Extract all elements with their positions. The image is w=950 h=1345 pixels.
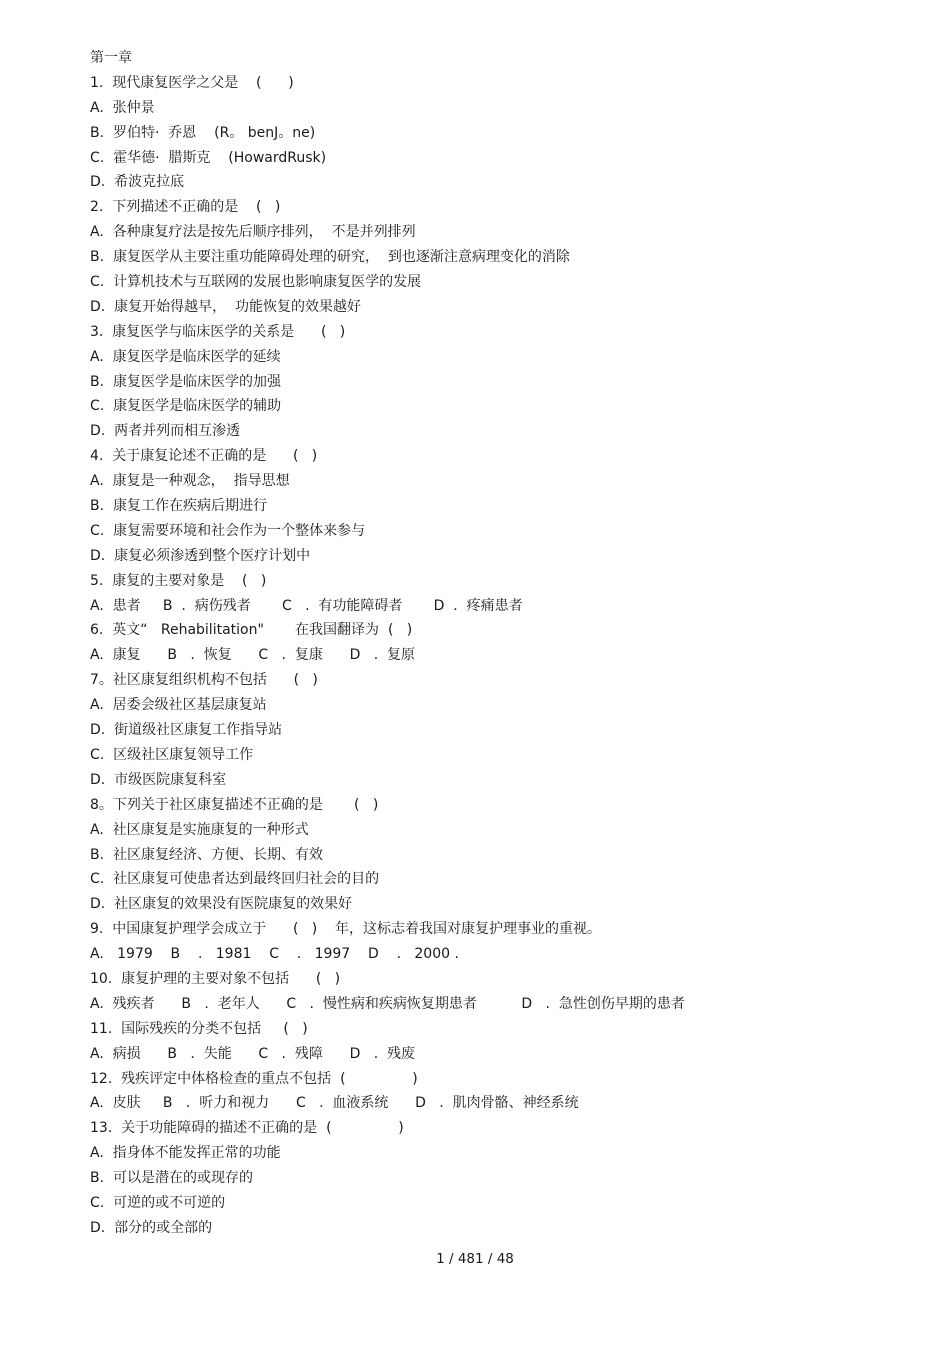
question-stem: 12. 残疾评定中体格检查的重点不包括 ( ) — [90, 1070, 418, 1087]
answer-option: D. 康复开始得越早， 功能恢复的效果越好 — [90, 298, 362, 315]
question-stem: 10. 康复护理的主要对象不包括 ( ) — [90, 970, 341, 987]
answer-option: B. 罗伯特· 乔恩 (R。 benJ。ne) — [90, 124, 316, 141]
answer-option: C. 可逆的或不可逆的 — [90, 1194, 226, 1211]
answer-option: D. 部分的或全部的 — [90, 1219, 213, 1236]
answer-option: C. 霍华德· 腊斯克 (HowardRusk) — [90, 149, 327, 166]
answer-option: A. 各种康复疗法是按先后顺序排列， 不是并列排列 — [90, 224, 416, 241]
question-stem: 11. 国际残疾的分类不包括 ( ) — [90, 1020, 308, 1037]
answer-option: D. 街道级社区康复工作指导站 — [90, 722, 283, 739]
answer-option: B. 社区康复经济、方便、长期、有效 — [90, 846, 323, 863]
answer-option: A. 指身体不能发挥正常的功能 — [90, 1145, 281, 1162]
answer-option: B. 康复工作在疾病后期进行 — [90, 498, 267, 515]
question-stem: 1. 现代康复医学之父是 ( ) — [90, 74, 294, 91]
answer-option: A. 病损 B . 失能 C . 残障 D . 残废 — [90, 1045, 416, 1062]
chapter-heading: 第一章 — [90, 50, 132, 66]
answer-option: D. 市级医院康复科室 — [90, 771, 227, 788]
question-stem: 7。社区康复组织机构不包括 ( ) — [90, 672, 318, 689]
answer-option: D. 希波克拉底 — [90, 174, 185, 191]
answer-option: A. 张仲景 — [90, 99, 155, 116]
question-stem: 4. 关于康复论述不正确的是 ( ) — [90, 448, 318, 465]
answer-option: C. 康复医学是临床医学的辅助 — [90, 398, 282, 415]
question-stem: 9. 中国康复护理学会成立于 ( ) 年，这标志着我国对康复护理事业的重视。 — [90, 921, 602, 938]
answer-option: A. 皮肤 B . 听力和视力 C . 血液系统 D . 肌肉骨骼、神经系统 — [90, 1095, 579, 1112]
answer-option: A. 社区康复是实施康复的一种形式 — [90, 821, 309, 838]
answer-option: B. 可以是潜在的或现存的 — [90, 1170, 253, 1187]
answer-option: C. 康复需要环境和社会作为一个整体来参与 — [90, 522, 366, 539]
answer-option: A. 康复医学是临床医学的延续 — [90, 348, 281, 365]
question-stem: 6. 英文“ Rehabilitation" 在我国翻译为 ( ) — [90, 622, 413, 639]
answer-option: B. 康复医学从主要注重功能障碍处理的研究， 到也逐渐注意病理变化的消除 — [90, 249, 570, 266]
answer-option: D. 康复必须渗透到整个医疗计划中 — [90, 547, 311, 564]
answer-option: C. 区级社区康复领导工作 — [90, 746, 254, 763]
answer-option: A. 1979 B . 1981 C . 1997 D . 2000 . — [90, 946, 459, 963]
answer-option: A. 居委会级社区基层康复站 — [90, 697, 267, 714]
answer-option: A. 康复是一种观念， 指导思想 — [90, 473, 290, 490]
answer-option: C. 计算机技术与互联网的发展也影响康复医学的发展 — [90, 274, 422, 291]
question-stem: 8。下列关于社区康复描述不正确的是 ( ) — [90, 796, 379, 813]
question-stem: 5. 康复的主要对象是 ( ) — [90, 572, 267, 589]
question-stem: 13. 关于功能障碍的描述不正确的是 ( ) — [90, 1120, 404, 1137]
answer-option: D. 两者并列而相互渗透 — [90, 423, 241, 440]
answer-option: B. 康复医学是临床医学的加强 — [90, 373, 281, 390]
question-stem: 2. 下列描述不正确的是 ( ) — [90, 199, 281, 216]
answer-option: A. 康复 B . 恢复 C . 复康 D . 复原 — [90, 647, 416, 664]
answer-option: A. 患者 B . 病伤残者 C . 有功能障碍者 D . 疼痛患者 — [90, 597, 523, 614]
answer-option: C. 社区康复可使患者达到最终回归社会的目的 — [90, 871, 380, 888]
question-stem: 3. 康复医学与临床医学的关系是 ( ) — [90, 323, 346, 340]
document-body — [90, 46, 910, 1241]
answer-option: A. 残疾者 B . 老年人 C . 慢性病和疾病恢复期患者 D . 急性创伤早期的患者 — [90, 995, 685, 1012]
answer-option: D. 社区康复的效果没有医院康复的效果好 — [90, 896, 353, 913]
page-number: 1 / 481 / 48 — [436, 1251, 514, 1267]
